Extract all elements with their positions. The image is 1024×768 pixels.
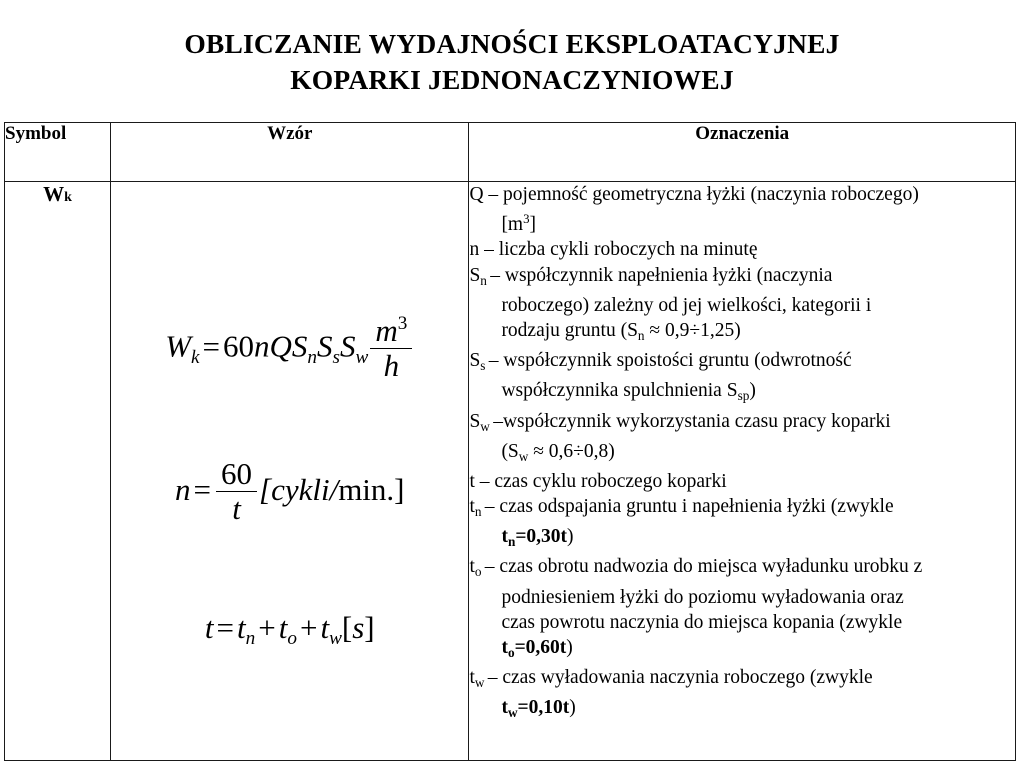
- formula-list: [111, 182, 468, 760]
- oznaczenia-line: $S_w$ –współczynnik wykorzystania czasu pracy koparki: [469, 410, 891, 434]
- formula-n-fraction: [216, 458, 257, 524]
- oznaczenia-line: $t_o$ – czas obrotu nadwozia do miejsca wyładunku urobku z: [469, 556, 923, 580]
- formula-n-unit-close: .]: [386, 472, 405, 508]
- oznaczenia-line: $[m^3]$: [501, 212, 537, 236]
- formula-t-unit-symbol: s: [352, 610, 365, 645]
- oznaczenia-cell: [469, 182, 1016, 761]
- formula-wk-equals: =: [202, 328, 221, 364]
- oznaczenia-line: współczynnika spulchnienia $S_{sp}$): [501, 380, 756, 404]
- column-header-symbol: Symbol: [5, 123, 111, 182]
- formula-n-numerator: 60: [216, 458, 257, 492]
- table-header-row: [5, 123, 1016, 182]
- formula-wydajnosc: [111, 312, 468, 383]
- formula-wk-factor-sw: S: [340, 328, 356, 364]
- formula-t-equals: =: [216, 610, 235, 645]
- formula-wk-factor-q: Q: [269, 328, 292, 364]
- formula-t-term3-sub: w: [329, 628, 342, 650]
- formula-wk-unit-m: m: [375, 312, 398, 348]
- formula-wk-factor-n: n: [254, 328, 270, 364]
- table-row: [5, 182, 1016, 761]
- formula-t-unit-open: [: [341, 610, 353, 645]
- oznaczenia-line: Q – pojemność geometryczna łyżki (naczynia roboczego): [469, 184, 919, 205]
- symbol-cell: [5, 182, 111, 761]
- formula-wk-unit-exponent: 3: [397, 313, 408, 334]
- formula-t-term2-sub: o: [287, 628, 297, 650]
- formula-n-lhs: n: [175, 472, 191, 508]
- symbol-base: W: [43, 182, 65, 206]
- formula-wk-unit-fraction: [370, 314, 412, 381]
- formula-wk-factor-ss: S: [317, 328, 333, 364]
- formula-n-unit-min: min: [338, 472, 387, 508]
- formula-t-unit-close: ]: [364, 610, 375, 645]
- oznaczenia-list: [469, 182, 1015, 726]
- oznaczenia-line: $(S_w \approx 0,6\div 0,8)$: [501, 440, 615, 464]
- formula-t-term1: t: [237, 610, 246, 645]
- formula-cell: [111, 182, 469, 761]
- formula-n-equals: =: [193, 472, 211, 508]
- formula-t-plus-2: +: [299, 610, 318, 645]
- oznaczenia-line: t – czas cyklu roboczego koparki: [469, 470, 727, 492]
- oznaczenia-line: $t_o=0,60t$): [501, 637, 573, 661]
- formula-t-term1-sub: n: [245, 628, 256, 650]
- formula-wk-sub-w: w: [355, 346, 369, 368]
- formula-wk-factor-sn: S: [291, 328, 308, 364]
- formula-n-unit-open: [cykli/: [259, 472, 339, 508]
- formula-t-plus-1: +: [258, 610, 276, 645]
- oznaczenia-line: $S_s$ – współczynnik spoistości gruntu (odwrotność: [469, 350, 852, 374]
- page-title-line-1: OBLICZANIE WYDAJNOŚCI EKSPLOATACYJNEJ: [184, 28, 840, 59]
- oznaczenia-line: $t_n=0,30t$): [501, 526, 574, 550]
- oznaczenia-line: n – liczba cykli roboczych na minutę: [469, 239, 758, 261]
- formula-wk-lhs: W: [165, 328, 192, 364]
- formula-wk-unit-denominator: h: [383, 347, 400, 383]
- calculation-table: [4, 122, 1016, 761]
- oznaczenia-line: $t_w=0,10t$): [501, 697, 576, 721]
- page-title-line-2: KOPARKI JEDNONACZYNIOWEJ: [290, 64, 734, 95]
- symbol-subscript: k: [64, 190, 72, 205]
- formula-wk-lhs-sub: k: [191, 346, 200, 368]
- formula-wk-coefficient: 60: [223, 328, 255, 364]
- formula-wk-sub-s: s: [332, 346, 341, 368]
- oznaczenia-line: podniesieniem łyżki do poziomu wyładowania oraz: [501, 586, 904, 608]
- formula-t-lhs: t: [204, 610, 214, 645]
- formula-wk-sub-n: n: [307, 346, 318, 368]
- oznaczenia-line: roboczego) zależny od jej wielkości, kategorii i: [501, 294, 872, 316]
- formula-t-term2: t: [278, 610, 288, 645]
- column-header-wzor: Wzór: [111, 123, 469, 182]
- oznaczenia-line: $S_n$ – współczynnik napełnienia łyżki (naczynia: [469, 264, 833, 288]
- oznaczenia-line: rodzaju gruntu $(S_n \approx 0,9\div 1,25)$: [501, 320, 741, 344]
- formula-czas-cyklu: [111, 610, 468, 650]
- formula-wk-unit-numerator: [370, 314, 412, 349]
- oznaczenia-line: $t_w$ – czas wyładowania naczynia roboczego (zwykle: [469, 667, 873, 691]
- oznaczenia-line: $t_n$ – czas odspajania gruntu i napełnienia łyżki (zwykle: [469, 496, 894, 520]
- oznaczenia-line: czas powrotu naczynia do miejsca kopania (zwykle: [501, 611, 903, 633]
- page-title: [0, 0, 1024, 98]
- formula-t-term3: t: [320, 610, 330, 645]
- column-header-oznaczenia: Oznaczenia: [469, 123, 1016, 182]
- formula-cykle: [111, 456, 468, 526]
- formula-n-denominator: t: [232, 490, 241, 526]
